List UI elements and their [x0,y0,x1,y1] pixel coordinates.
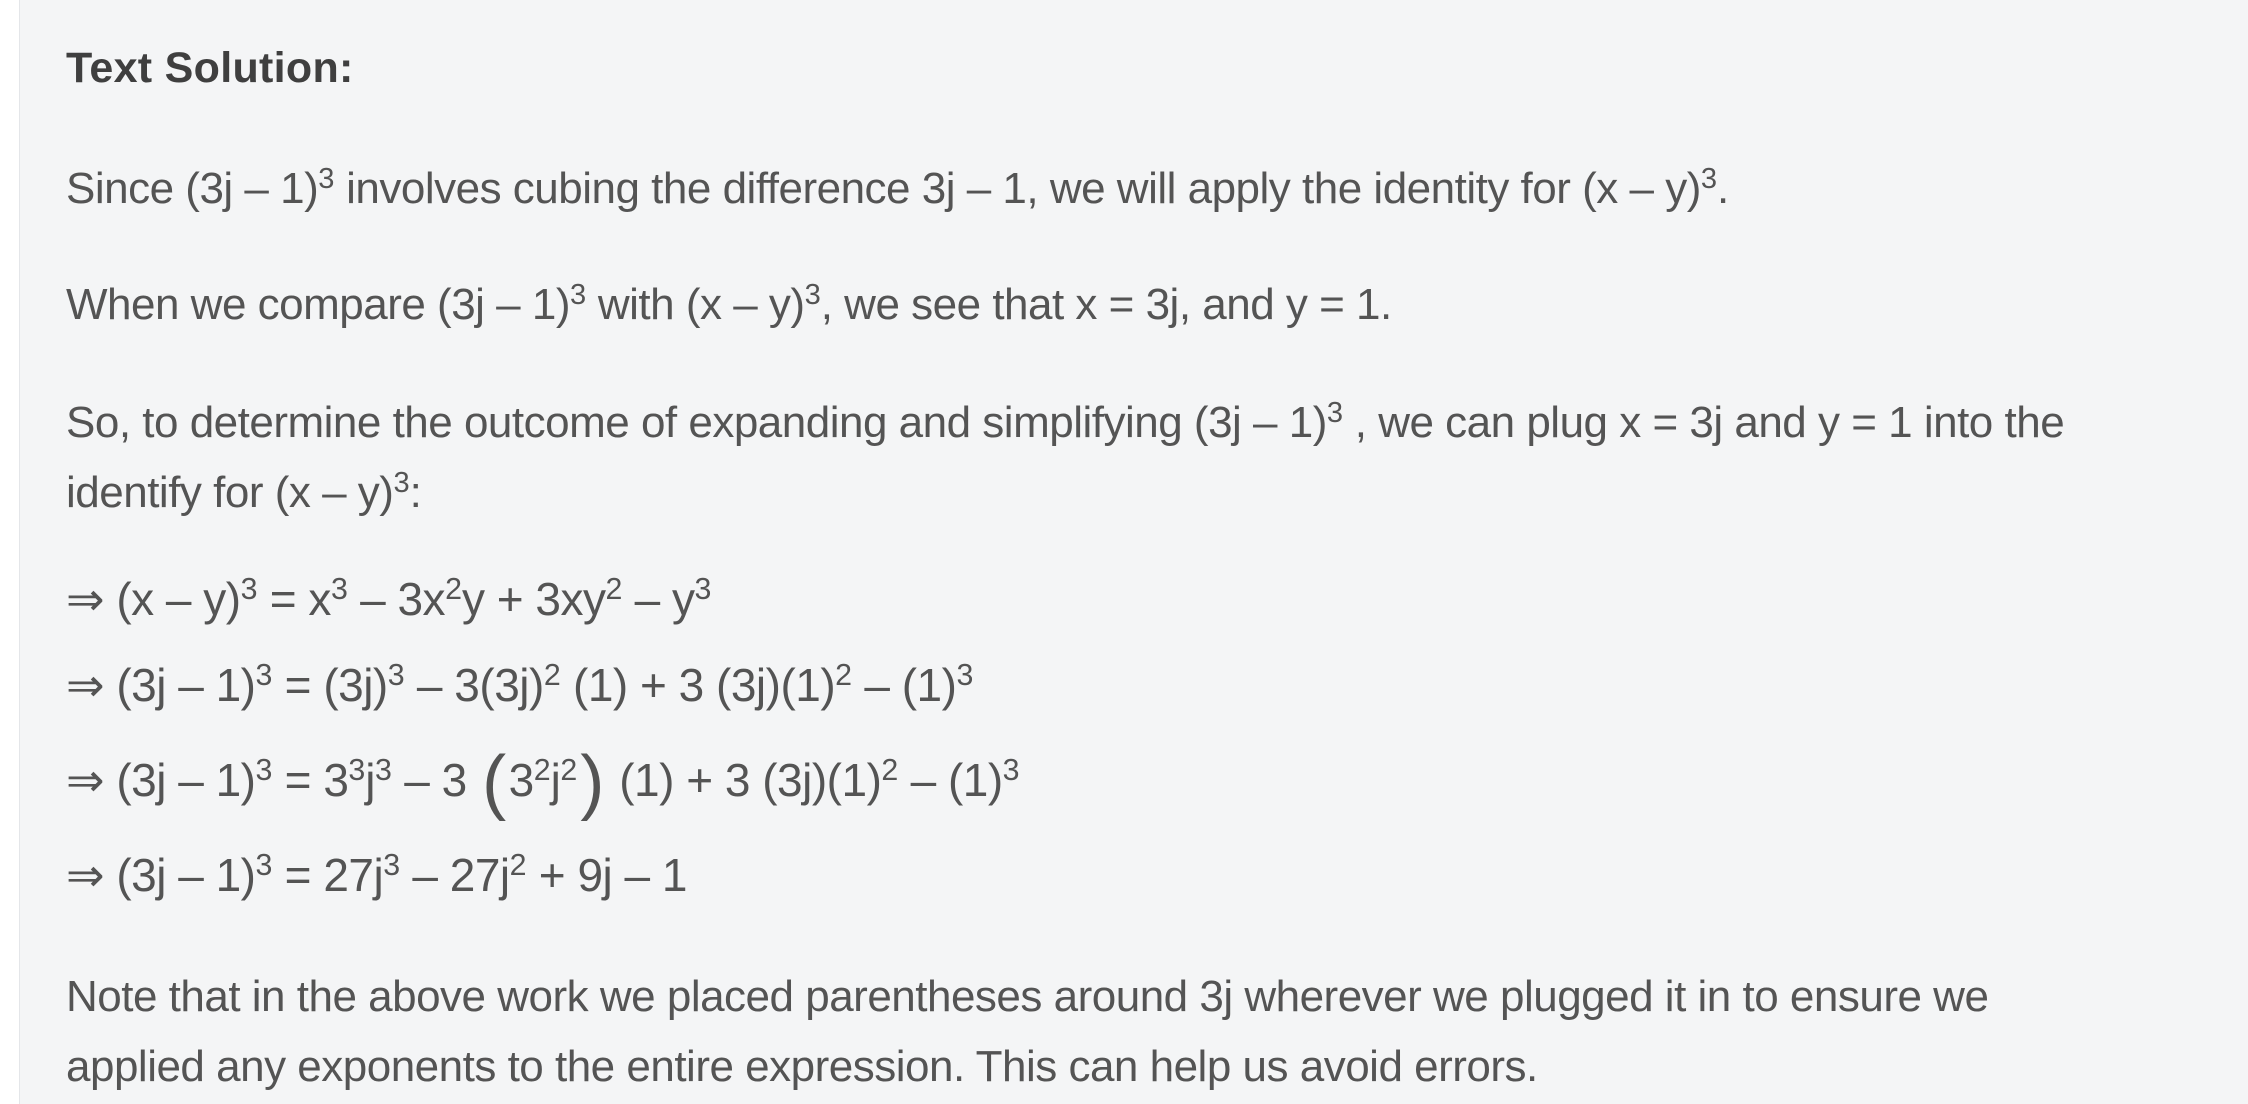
text-line: So, to determine the outcome of expanding and simplifying (3j – 1)$^3$ , we can plug x = 3j and y = 1 into the [66,396,2065,447]
paragraph-identity-intro [66,154,2192,224]
equation-block [66,556,2192,918]
text-line: Note that in the above work we placed parentheses around 3j wherever we plugged it in to ensure we [66,972,1989,1021]
paragraph-note [66,962,2192,1102]
section-title: Text Solution: [66,44,354,92]
paragraph-compare [66,270,2192,340]
equation-substitution: ⇒ $(3j - 1)^3 = (3j)^3 - 3(3j)^2$ (1) + 3 $(3j)(1)^2 - (1)^3$ [66,659,974,711]
paragraph-plan [66,388,2192,528]
text-solution-panel [20,0,2248,1104]
equation-final-result: ⇒ $(3j - 1)^3 = 27j^3 - 27j^2 + 9j - 1$ [66,849,687,901]
text-line: identify for (x – y)$^3$: [66,466,422,517]
text-line: applied any exponents to the entire expression. This can help us avoid errors. [66,1042,1538,1091]
equation-identity: ⇒ $(x - y)^3 = x^3 - 3x^2y + 3xy^2 - y^3$ [66,573,712,625]
equation-power-expansion: ⇒ $(3j - 1)^3 = 3^3j^3 - 3$ $(3^2j^2) (1) + 3$ $(3j)(1)^2 - (1)^3$ [66,741,1020,823]
text-line: Since (3j – 1)$^3$ involves cubing the difference 3j – 1, we will apply the identity for (x – y)$^3$. [66,162,1729,213]
text-line: When we compare (3j – 1)$^3$ with (x – y)$^3$, we see that x = 3j, and y = 1. [66,278,1392,329]
left-gutter [0,0,20,1104]
